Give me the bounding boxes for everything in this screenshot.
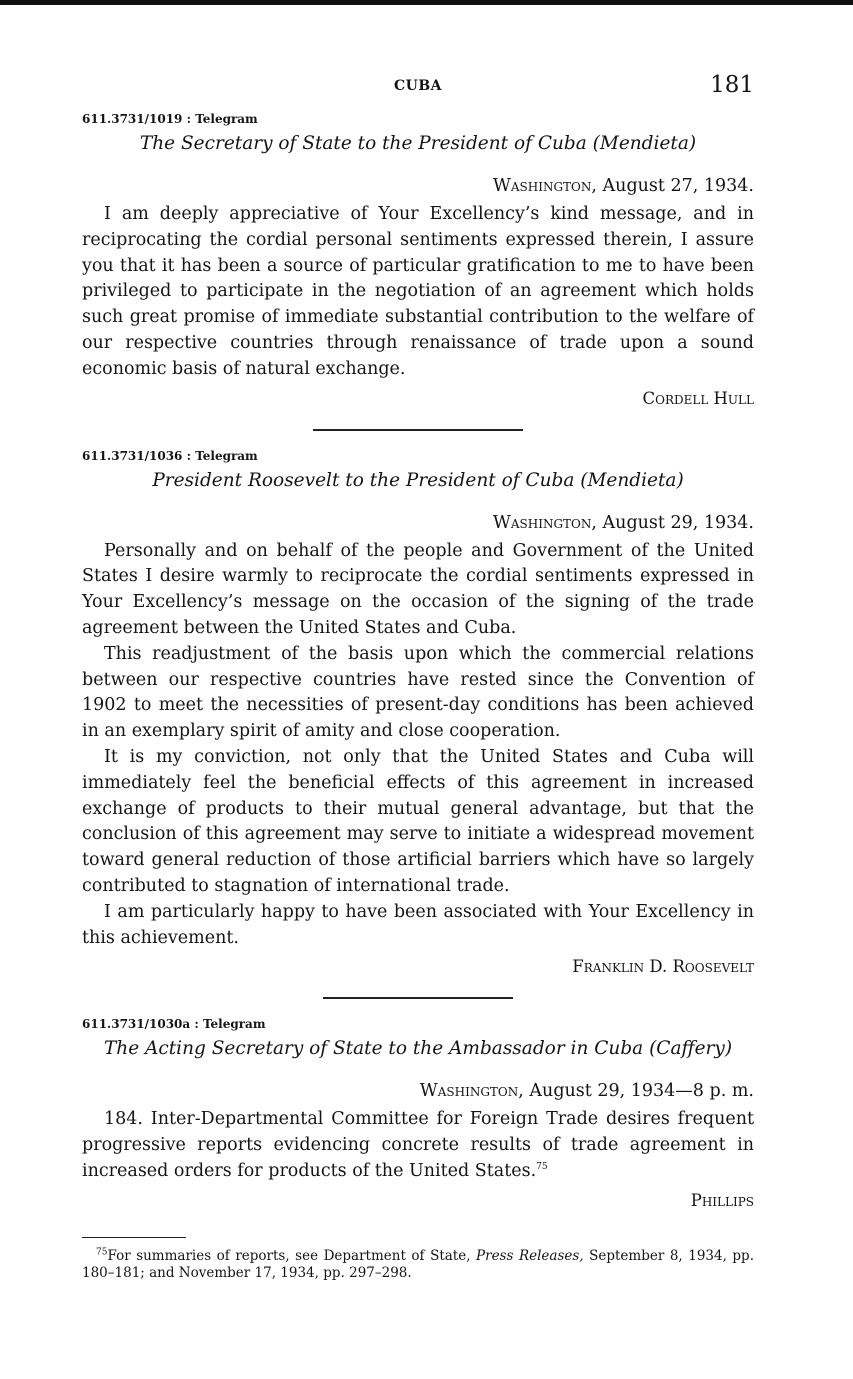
dateline-city: Washington,: [492, 512, 597, 533]
body-paragraph: I am deeply appreciative of Your Excellency’s kind message, and in reciprocating the cordial personal sentiments expressed therein, I assure you that it has been a source of particular gratification to me to have been privileged to participate in the negotiation of an agreement which holds such great promise of immediate substantial contribution to the welfare of our respective countries through renaissance of trade upon a sound economic basis of natural exchange.: [82, 204, 754, 379]
dateline: [82, 1079, 754, 1103]
page-number: 181: [710, 72, 754, 98]
dateline: [82, 511, 754, 535]
footnote-italic-title: Press Releases,: [476, 1248, 584, 1265]
dateline-date: August 29, 1934—8 p. m.: [529, 1081, 754, 1102]
dateline: [82, 174, 754, 198]
body-paragraph-text: 184. Inter-Departmental Committee for Foreign Trade desires frequent progressive reports evidencing concrete results of trade agreement in increased orders for products of the United States.: [82, 1109, 754, 1181]
document-page: [82, 72, 754, 1282]
body-paragraph: I am particularly happy to have been associated with Your Excellency in this achievement.: [82, 901, 754, 948]
dateline-city: Washington,: [419, 1081, 524, 1102]
section-divider: [323, 997, 513, 999]
body-paragraph: [82, 1107, 754, 1184]
dateline-date: August 27, 1934.: [602, 176, 754, 196]
footnote-text-after: September 8, 1934, pp. 180–181; and November 17, 1934, pp. 297–298.: [82, 1248, 754, 1282]
footnote-rule: [82, 1237, 186, 1239]
document-heading: The Secretary of State to the President of Cuba (Mendieta): [139, 133, 697, 154]
file-reference: 611.3731/1030a : Telegram: [82, 1017, 266, 1032]
body-paragraph: This readjustment of the basis upon which the commercial relations between our respective countries have rested since the Convention of 1902 to meet the necessities of present-day conditions has been achieved in an exemplary spirit of amity and close cooperation.: [82, 643, 754, 742]
body-paragraph: Personally and on behalf of the people and Government of the United States I desire warmly to reciprocate the cordial sentiments expressed in Your Excellency’s message on the occasion of the signing of the trade agreement between the United States and Cuba.: [82, 540, 754, 638]
file-reference: 611.3731/1036 : Telegram: [82, 448, 258, 463]
running-head: [82, 72, 754, 106]
signature: Cordell Hull: [642, 388, 754, 408]
dateline-city: Washington,: [492, 176, 597, 196]
document-2: [82, 449, 754, 980]
footnote-reference[interactable]: 75: [536, 1162, 548, 1173]
document-1: [82, 112, 754, 411]
section-divider: [313, 429, 523, 431]
document-heading: President Roosevelt to the President of Cuba (Mendieta): [152, 469, 684, 491]
footnote-marker: 75: [96, 1247, 108, 1258]
file-reference: 611.3731/1019 : Telegram: [82, 112, 258, 126]
document-3: [82, 1017, 754, 1212]
dateline-date: August 29, 1934.: [602, 512, 754, 533]
body-paragraph: It is my conviction, not only that the United States and Cuba will immediately feel the beneficial effects of this agreement in increased exchange of products to their mutual general advantage, but that the conclusion of this agreement may serve to initiate a widespread movement toward general reduction of those artificial barriers which have so largely contributed to stagnation of international trade.: [82, 746, 754, 896]
footnote: [82, 1248, 754, 1282]
signature: Phillips: [690, 1190, 754, 1210]
signature: Franklin D. Roosevelt: [572, 957, 754, 977]
top-border-rule: [0, 0, 853, 5]
footnote-text-before: For summaries of reports, see Department of State,: [107, 1248, 471, 1265]
document-heading: The Acting Secretary of State to the Ambassador in Cuba (Caffery): [103, 1038, 733, 1060]
running-head-title: CUBA: [393, 78, 443, 94]
